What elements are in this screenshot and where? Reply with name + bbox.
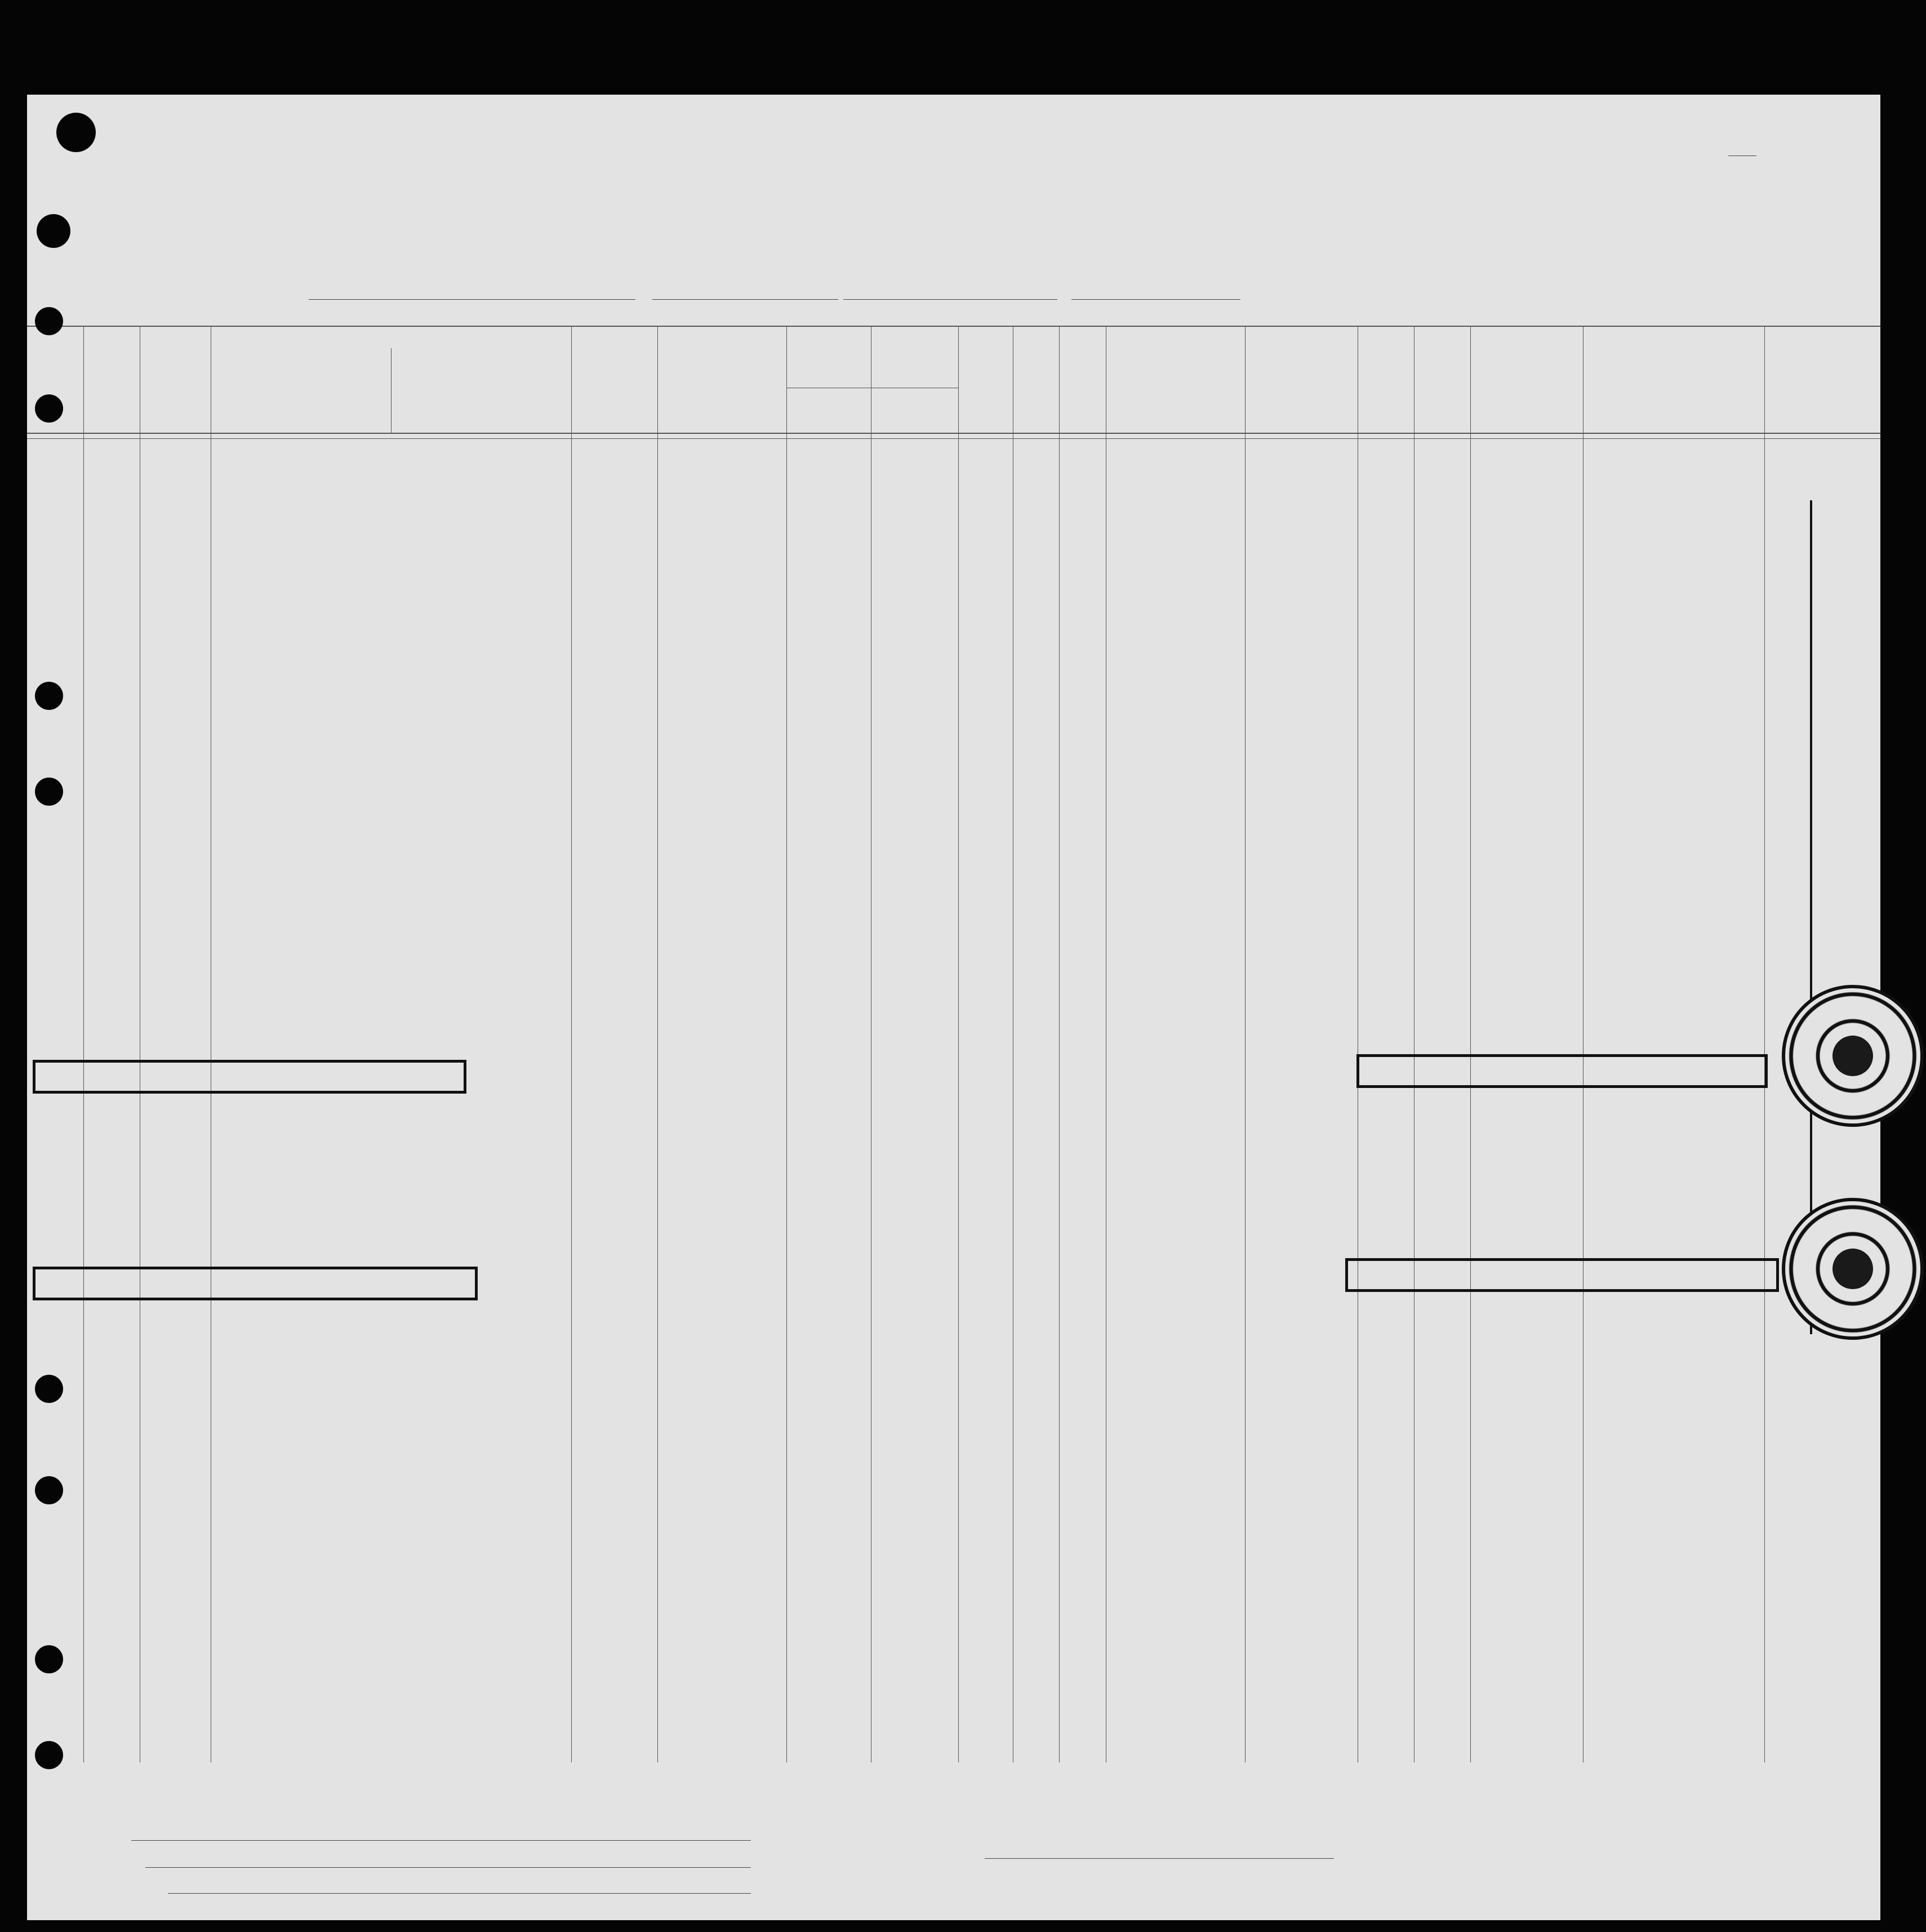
binder-hole bbox=[35, 682, 63, 710]
binder-hole bbox=[56, 113, 96, 152]
binder-hole bbox=[35, 778, 63, 806]
arrival-port bbox=[652, 299, 838, 300]
grid-line bbox=[1059, 326, 1060, 1762]
did-not-sail-stamp-right-2 bbox=[1345, 1258, 1779, 1292]
grid-line bbox=[1764, 326, 1765, 1762]
grid-line bbox=[958, 326, 959, 1762]
grid-line bbox=[1245, 326, 1246, 1762]
eagle-icon bbox=[1832, 1036, 1873, 1076]
consulate-seal-bottom bbox=[1782, 1198, 1924, 1340]
grid-line bbox=[1414, 326, 1415, 1762]
binder-hole bbox=[35, 394, 63, 423]
manifest-sheet bbox=[27, 95, 1880, 1920]
grid-line bbox=[27, 433, 1880, 434]
did-not-sail-stamp-left-1 bbox=[33, 1060, 466, 1094]
grid-line bbox=[27, 326, 1880, 327]
eagle-icon bbox=[1832, 1249, 1873, 1289]
grid-line bbox=[571, 326, 572, 1762]
sheet-number bbox=[1717, 130, 1756, 156]
binder-hole bbox=[35, 1375, 63, 1403]
binder-hole bbox=[37, 214, 70, 248]
mercantile-stamp bbox=[1221, 1717, 1458, 1727]
footer-agents-rule bbox=[168, 1893, 751, 1894]
did-not-sail-stamp-right-1 bbox=[1356, 1054, 1768, 1088]
grid-line bbox=[391, 348, 392, 433]
arrival-date bbox=[843, 299, 1057, 300]
voyage-line bbox=[303, 285, 1683, 310]
grid-line bbox=[1470, 326, 1471, 1762]
binder-hole bbox=[35, 307, 63, 335]
grid-line bbox=[27, 438, 1880, 439]
binder-hole bbox=[35, 1476, 63, 1504]
binder-hole bbox=[35, 1741, 63, 1769]
file-ref bbox=[112, 299, 123, 317]
inspector-signature-rule bbox=[985, 1858, 1334, 1859]
binder-hole bbox=[35, 1645, 63, 1673]
grid-line bbox=[657, 326, 658, 1762]
grid-line bbox=[83, 326, 84, 1762]
grid-line bbox=[786, 326, 787, 1762]
did-not-sail-stamp-left-2 bbox=[33, 1267, 478, 1300]
departure-port bbox=[1071, 299, 1240, 300]
footer-line-rule bbox=[131, 1840, 751, 1841]
sheet-value bbox=[1728, 130, 1756, 156]
vessel-name bbox=[309, 299, 635, 300]
action-bracket-line bbox=[1810, 500, 1812, 1334]
consulate-seal-top bbox=[1782, 985, 1924, 1127]
footer-owners-rule bbox=[145, 1867, 751, 1868]
